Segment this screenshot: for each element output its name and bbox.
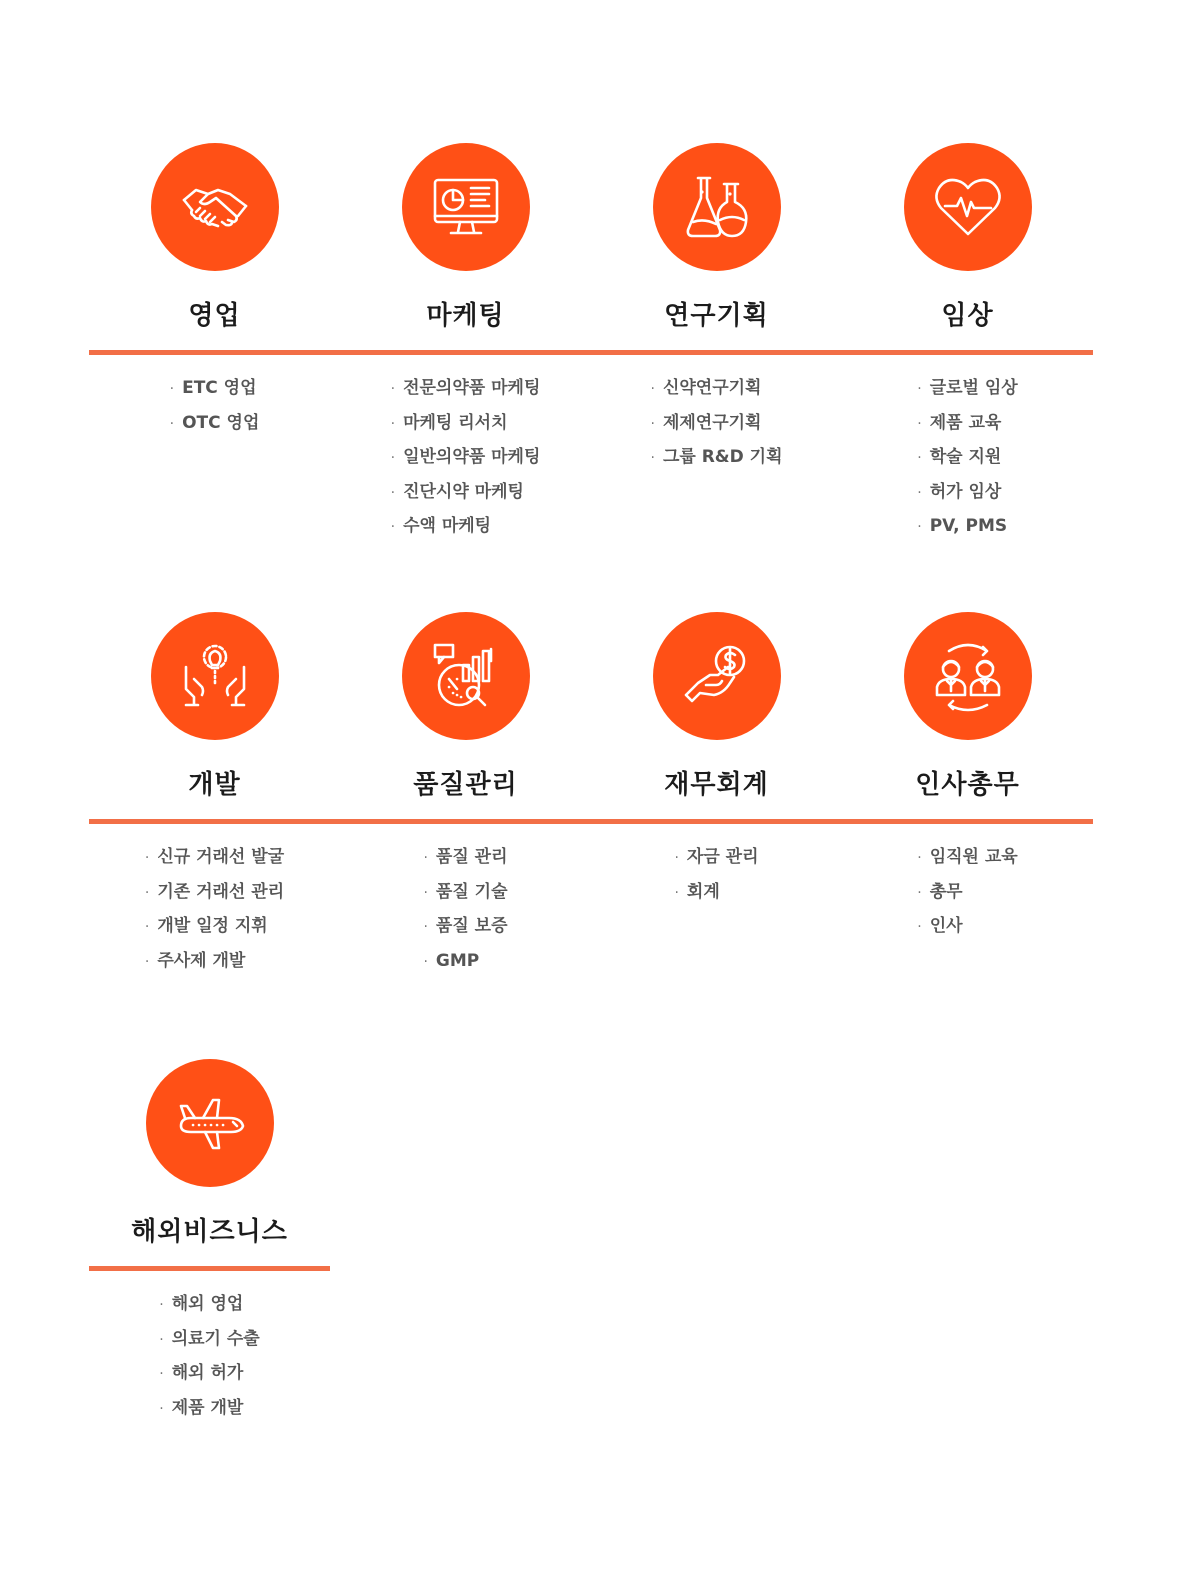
list-item: · 총무: [917, 881, 963, 902]
list-item: · 제제연구기획: [650, 412, 762, 433]
quality-analysis-icon: [429, 639, 503, 713]
duty-list: [391, 372, 541, 545]
icon-circle: [904, 612, 1032, 740]
dept-row-1: [89, 143, 1093, 545]
icon-circle: [146, 1059, 274, 1187]
list-item: · 해외 허가: [159, 1363, 244, 1383]
list-item: · 인사: [917, 916, 963, 936]
duty-list: [674, 841, 758, 979]
dept-title: 임상: [941, 301, 994, 331]
dept-research-planning: [591, 143, 842, 334]
list-item: · PV, PMS: [917, 516, 1008, 536]
list-item: · 신약연구기획: [650, 378, 762, 398]
dept-quality-control: [340, 612, 591, 803]
list-item: · 진단시약 마케팅: [390, 481, 524, 502]
airplane-icon: [173, 1086, 247, 1160]
list-item: · 허가 임상: [917, 481, 1002, 502]
icon-circle: [151, 612, 279, 740]
dept-marketing: [340, 143, 591, 334]
list-item: · 그룹 R&D 기획: [650, 447, 783, 467]
duty-list: [917, 841, 1017, 979]
list-item: · 일반의약품 마케팅: [390, 447, 541, 467]
list-item: · 해외 영업: [159, 1294, 244, 1314]
icon-circle: [402, 612, 530, 740]
dept-title: 해외비즈니스: [131, 1217, 288, 1247]
list-item: · 글로벌 임상: [917, 378, 1018, 398]
icon-circle: [653, 143, 781, 271]
dept-title: 개발: [188, 770, 241, 800]
dept-title: 연구기획: [664, 301, 769, 331]
list-item: · 수액 마케팅: [390, 516, 492, 536]
list-item: · 마케팅 리서치: [390, 412, 508, 433]
dept-title: 인사총무: [915, 770, 1020, 800]
list-item: · 품질 관리: [423, 847, 508, 867]
dept-row-2: [89, 612, 1093, 979]
people-exchange-icon: [931, 639, 1005, 713]
list-item: · 신규 거래선 발굴: [144, 847, 285, 867]
list-item: · 학술 지원: [917, 447, 1002, 467]
duty-list: [159, 1288, 259, 1426]
icon-circle: [151, 143, 279, 271]
dept-finance: [591, 612, 842, 803]
icon-circle: [653, 612, 781, 740]
hand-coin-icon: [680, 639, 754, 713]
dept-row-3: [89, 1059, 330, 1426]
dept-sales: [89, 143, 340, 334]
icon-circle: [904, 143, 1032, 271]
dept-title: 영업: [188, 301, 241, 331]
monitor-chart-icon: [429, 170, 503, 244]
list-item: · 주사제 개발: [144, 950, 246, 971]
handshake-icon: [178, 170, 252, 244]
dept-hr-general-affairs: [842, 612, 1093, 803]
list-item: · 전문의약품 마케팅: [390, 378, 541, 398]
list-item: · 개발 일정 지휘: [144, 916, 268, 936]
duty-list: [650, 372, 782, 545]
dept-overseas-business: [89, 1059, 330, 1250]
list-item: · OTC 영업: [169, 412, 260, 433]
dept-clinical: [842, 143, 1093, 334]
dept-title: 재무회계: [664, 770, 769, 800]
list-item: · 품질 보증: [423, 916, 508, 936]
icon-circle: [402, 143, 530, 271]
list-item: · 임직원 교육: [917, 847, 1018, 867]
heart-pulse-icon: [931, 170, 1005, 244]
list-item: · 품질 기술: [423, 881, 508, 902]
duty-list: [170, 372, 260, 545]
dept-development: [89, 612, 340, 803]
duty-list: [145, 841, 284, 979]
list-item: · ETC 영업: [169, 378, 257, 398]
duty-list: [917, 372, 1017, 545]
duty-list: [423, 841, 507, 979]
list-item: · 제품 교육: [917, 412, 1002, 433]
list-item: · GMP: [423, 950, 480, 971]
flasks-icon: [680, 170, 754, 244]
list-item: · 의료기 수출: [159, 1328, 260, 1349]
hands-idea-icon: [178, 639, 252, 713]
list-item: · 자금 관리: [674, 847, 759, 867]
list-item: · 기존 거래선 관리: [144, 881, 285, 902]
dept-title: 마케팅: [426, 301, 505, 331]
list-item: · 제품 개발: [159, 1397, 244, 1418]
dept-title: 품질관리: [413, 770, 518, 800]
list-item: · 회계: [674, 881, 720, 902]
